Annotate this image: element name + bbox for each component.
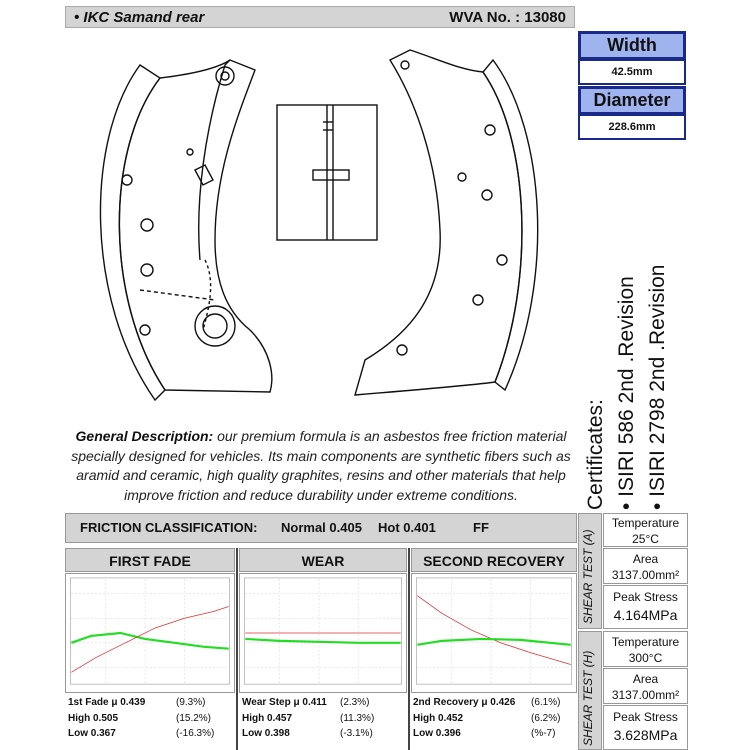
title-bar bbox=[65, 6, 575, 28]
shear-a-peak-stress: Peak Stress 4.164MPa bbox=[603, 585, 688, 629]
stat-label: 2nd Recovery μ 0.426 bbox=[413, 697, 516, 708]
friction-hot: Hot 0.401 bbox=[378, 520, 436, 535]
stat-label: High 0.457 bbox=[242, 712, 293, 724]
friction-normal: Normal 0.405 bbox=[281, 520, 362, 535]
chart-second-recovery bbox=[411, 573, 577, 693]
certificates bbox=[580, 252, 688, 512]
stat-label: Low 0.367 bbox=[68, 728, 116, 739]
divider bbox=[408, 548, 410, 750]
width-value: 42.5mm bbox=[578, 59, 686, 85]
certificates-label: Certificates: bbox=[584, 399, 607, 510]
diameter-label: Diameter bbox=[578, 86, 686, 115]
stat-label: 1st Fade μ 0.439 bbox=[68, 697, 146, 708]
stat-value: (9.3%) bbox=[176, 697, 206, 708]
diameter-value: 228.6mm bbox=[578, 114, 686, 140]
shear-test-a-label: SHEAR TEST (A) bbox=[578, 513, 602, 629]
width-label: Width bbox=[578, 31, 686, 60]
product-title: • IKC Samand rear bbox=[74, 9, 205, 26]
stat-value: (6.1%) bbox=[531, 697, 561, 708]
stat-label: Wear Step μ 0.411 bbox=[242, 697, 327, 708]
chart-first-fade bbox=[65, 573, 235, 693]
panel-title-wear: WEAR bbox=[239, 548, 407, 572]
certificate-item: • ISIRI 586 2nd .Revision bbox=[615, 276, 638, 510]
description-text: our premium formula is an asbestos free friction material specially designed for vehicles. Its main components are synthetic fibers such as aramid and ceramic, high quality graphites, resins and other materials that help improve friction and reduce durability under extreme conditions. bbox=[71, 428, 571, 503]
stat-value: (%-7) bbox=[531, 728, 556, 739]
general-description bbox=[66, 427, 576, 505]
shear-test-h-label: SHEAR TEST (H) bbox=[578, 631, 602, 750]
friction-code: FF bbox=[473, 520, 489, 535]
series-green bbox=[417, 639, 570, 645]
brake-shoe-drawing bbox=[65, 30, 573, 426]
description-heading: General Description: bbox=[75, 428, 214, 444]
friction-classification bbox=[65, 513, 577, 543]
shear-h-temperature: Temperature 300°C bbox=[603, 631, 688, 667]
stat-label: High 0.452 bbox=[413, 712, 464, 724]
series-red bbox=[417, 596, 570, 665]
friction-label: FRICTION CLASSIFICATION: bbox=[80, 520, 258, 535]
stat-label: Low 0.398 bbox=[242, 728, 290, 739]
stat-value: (2.3%) bbox=[340, 697, 370, 708]
shear-h-peak-stress: Peak Stress 3.628MPa bbox=[603, 705, 688, 750]
stats-wear bbox=[242, 695, 407, 742]
wva-number: WVA No. : 13080 bbox=[449, 9, 566, 26]
series-green bbox=[245, 639, 400, 643]
stat-value: (-3.1%) bbox=[340, 728, 373, 739]
stats-first-fade bbox=[68, 695, 233, 742]
stat-value: (-16.3%) bbox=[176, 728, 215, 739]
stat-value: (11.3%) bbox=[340, 712, 375, 724]
stats-second-recovery bbox=[413, 695, 576, 742]
shear-a-temperature: Temperature 25°C bbox=[603, 513, 688, 547]
series-green bbox=[71, 633, 228, 649]
certificate-item: • ISIRI 2798 2nd .Revision bbox=[646, 264, 669, 510]
chart-wear bbox=[239, 573, 407, 693]
panel-title-second-recovery: SECOND RECOVERY bbox=[411, 548, 577, 572]
shear-a-area: Area 3137.00mm² bbox=[603, 548, 688, 584]
panel-title-first-fade: FIRST FADE bbox=[65, 548, 235, 572]
stat-label: Low 0.396 bbox=[413, 728, 461, 739]
shear-h-area: Area 3137.00mm² bbox=[603, 668, 688, 704]
stat-value: (15.2%) bbox=[176, 712, 212, 724]
stat-value: (6.2%) bbox=[531, 712, 561, 724]
divider bbox=[236, 548, 238, 750]
stat-label: High 0.505 bbox=[68, 712, 119, 724]
